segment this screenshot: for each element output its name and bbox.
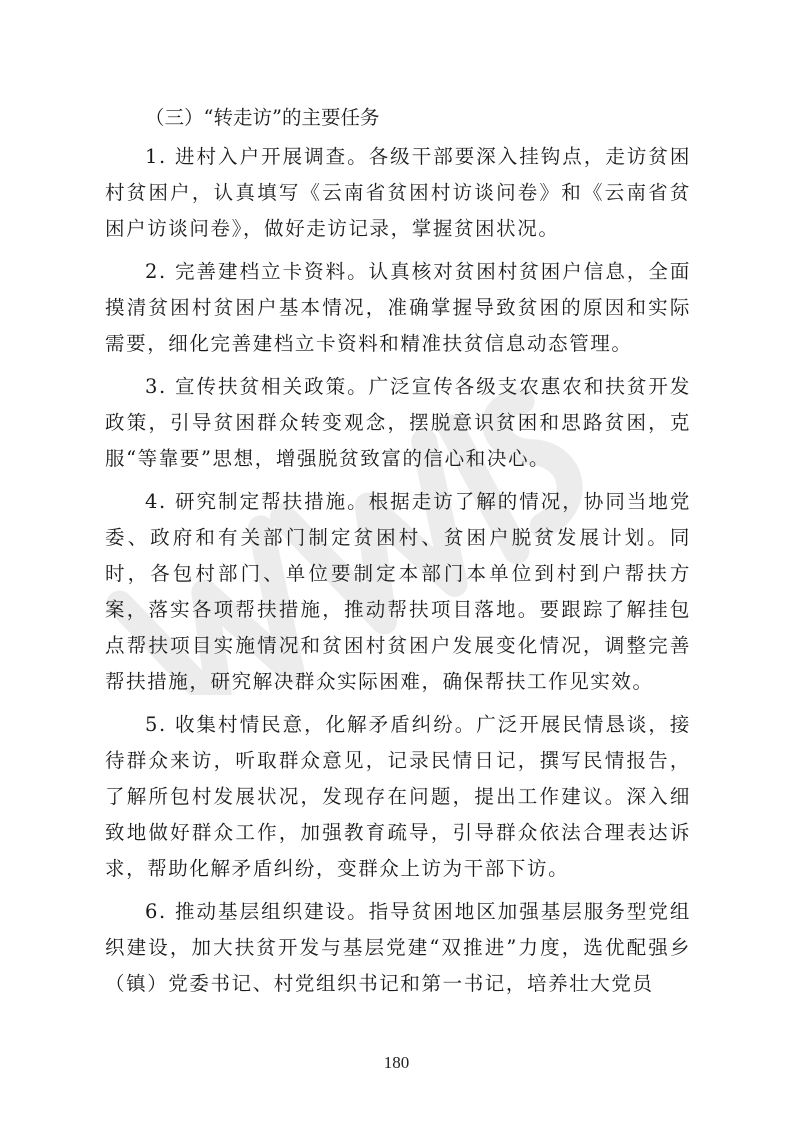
paragraph-5: 5. 收集村情民意，化解矛盾纠纷。广泛开展民情恳谈，接待群众来访，听取群众意见，记录民情日记，撰写民情报告，了解所包村发展状况，发现存在问题，提出工作建议。深入细致地做好群众工作，加强教育疏导，引导群众依法合理表达诉求，帮助化解矛盾纠纷，变群众上访为干部下访。 <box>105 713 691 880</box>
paragraph-2: 2. 完善建档立卡资料。认真核对贫困村贫困户信息，全面摸清贫困村贫困户基本情况，准确掌握导致贫困的原因和实际需要，细化完善建档立卡资料和精准扶贫信息动态管理。 <box>105 260 691 355</box>
paragraph-1: 1. 进村入户开展调查。各级干部要深入挂钩点，走访贫困村贫困户，认真填写《云南省贫困村访谈问卷》和《云南省贫困户访谈问卷》，做好走访记录，掌握贫困状况。 <box>105 145 691 240</box>
paragraph-6: 6. 推动基层组织建设。指导贫困地区加强基层服务型党组织建设，加大扶贫开发与基层党建“双推进”力度，选优配强乡（镇）党委书记、村党组织书记和第一书记，培养壮大党员 <box>105 900 691 995</box>
paragraph-3: 3. 宣传扶贫相关政策。广泛宣传各级支农惠农和扶贫开发政策，引导贫困群众转变观念，摆脱意识贫困和思路贫困，克服“等靠要”思想，增强脱贫致富的信心和决心。 <box>105 375 691 470</box>
section-heading: （三）“转走访”的主要任务 <box>145 106 380 129</box>
page-number: 180 <box>383 1053 410 1072</box>
document-body <box>105 96 691 1009</box>
paragraph-4: 4. 研究制定帮扶措施。根据走访了解的情况，协同当地党委、政府和有关部门制定贫困村、贫困户脱贫发展计划。同时，各包村部门、单位要制定本部门本单位到村到户帮扶方案，落实各项帮扶措施，推动帮扶项目落地。要跟踪了解挂包点帮扶项目实施情况和贫困村贫困户发展变化情况，调整完善帮扶措施，研究解决群众实际困难，确保帮扶工作见实效。 <box>105 490 691 693</box>
